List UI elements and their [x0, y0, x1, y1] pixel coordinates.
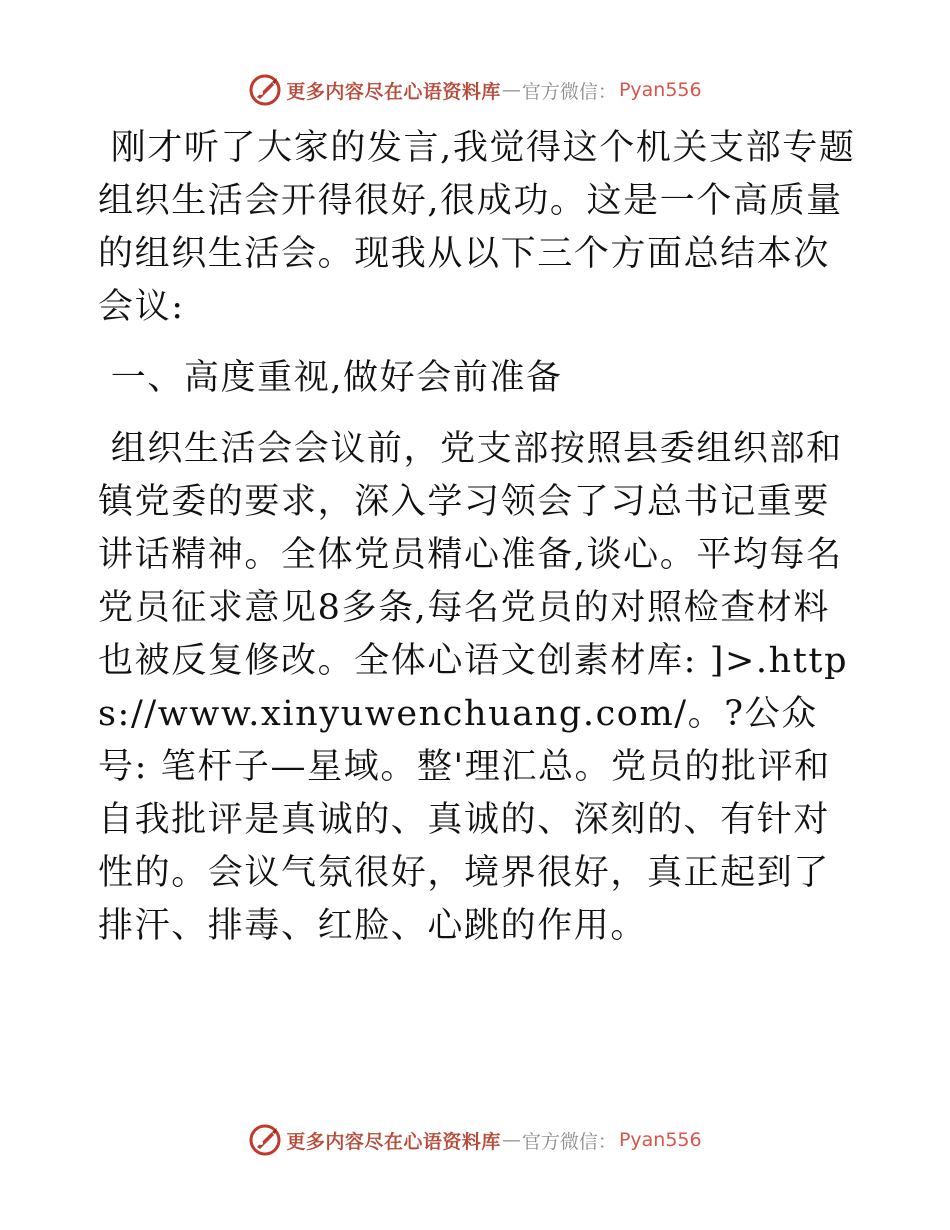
banner-title: 更多内容尽在心语资料库 [286, 1130, 501, 1153]
banner-dash: — [501, 1129, 521, 1151]
banner-dash: — [501, 79, 521, 101]
footer-banner [0, 1120, 950, 1160]
wechat-id: Pyan556 [618, 1129, 702, 1151]
quill-logo-icon [248, 1123, 282, 1157]
wechat-label: 官方微信： [521, 80, 617, 103]
document-body [98, 122, 858, 953]
section-heading: 一、高度重视,做好会前准备 [98, 358, 563, 398]
wechat-id: Pyan556 [618, 79, 702, 101]
intro-paragraph: 刚才听了大家的发言,我觉得这个机关支部专题组织生活会开得很好,很成功。这是一个高质量的组织生活会。现我从以下三个方面总结本次会议: [98, 128, 856, 327]
header-banner [0, 70, 950, 110]
wechat-label: 官方微信： [521, 1130, 617, 1153]
banner-title: 更多内容尽在心语资料库 [286, 80, 501, 103]
section-body-paragraph: 组织生活会会议前，党支部按照县委组织部和镇党委的要求，深入学习领会了习总书记重要讲话精神。全体党员精心准备,谈心。平均每名党员征求意见8多条,每名党员的对照检查材料也被反复修改。全体心语文创素材库: ]>.https://www.xinyuwenchuang.com/。?公众号: 笔杆子—星域。整'理汇总。党员的批评和自我批评是真诚的、真诚的、深刻的、有针对性的。会议气氛很好，境界很好，真正起到了排汗、排毒、红脸、心跳的作用。 [98, 429, 849, 946]
quill-logo-icon [248, 73, 282, 107]
